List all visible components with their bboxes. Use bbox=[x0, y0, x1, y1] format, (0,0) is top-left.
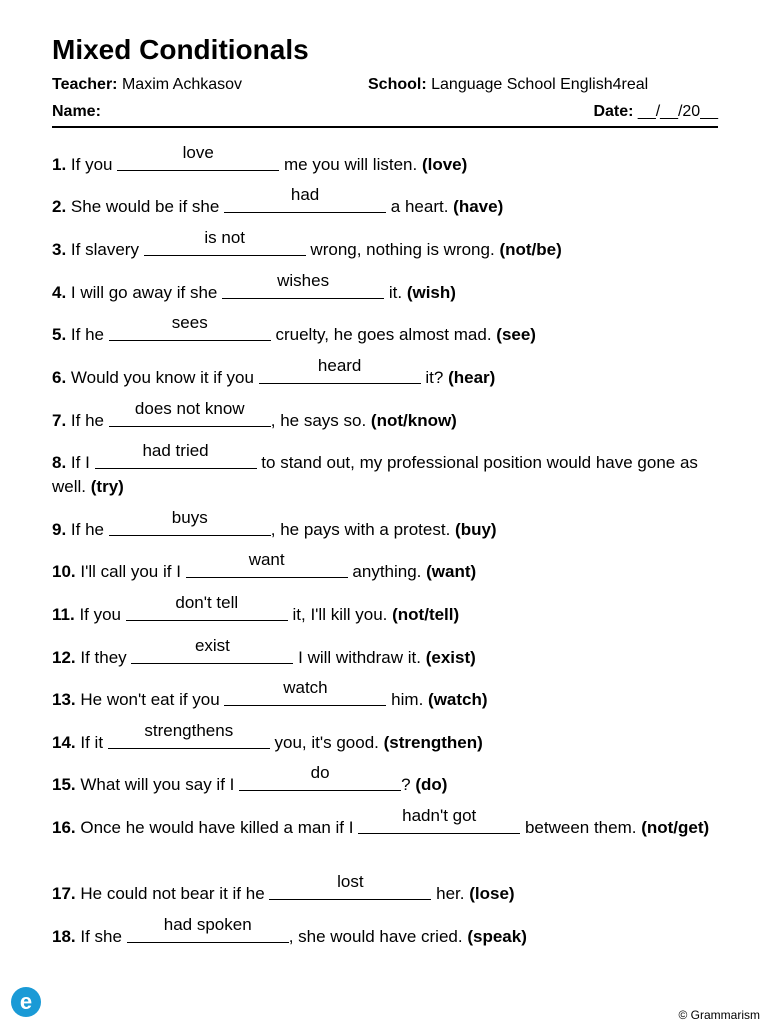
answer-text: had bbox=[290, 185, 320, 204]
verb-hint: (try) bbox=[90, 477, 124, 496]
question-text-before: If they bbox=[80, 648, 127, 667]
question-number: 14. bbox=[52, 733, 76, 752]
verb-hint: (do) bbox=[415, 775, 448, 794]
question-number: 13. bbox=[52, 690, 76, 709]
question-3 bbox=[52, 228, 732, 262]
date-line bbox=[593, 103, 718, 121]
question-18 bbox=[52, 915, 732, 949]
question-text-after: it, I'll kill you. bbox=[292, 605, 388, 624]
verb-hint: (not/tell) bbox=[392, 605, 460, 624]
verb-hint: (see) bbox=[496, 325, 536, 344]
answer-blank[interactable] bbox=[259, 356, 421, 383]
answer-blank[interactable] bbox=[95, 441, 257, 468]
question-number: 2. bbox=[52, 197, 67, 216]
question-text-after: I will withdraw it. bbox=[298, 648, 421, 667]
verb-hint: (speak) bbox=[467, 927, 527, 946]
question-text-before: If I bbox=[70, 453, 90, 472]
question-text-before: I'll call you if I bbox=[80, 562, 181, 581]
logo-letter: e bbox=[19, 989, 33, 1014]
question-text-before: If he bbox=[70, 520, 105, 539]
question-4 bbox=[52, 271, 732, 305]
question-text-after: between them. bbox=[524, 818, 637, 837]
answer-text: watch bbox=[283, 678, 328, 697]
question-7 bbox=[52, 399, 732, 433]
answer-blank[interactable] bbox=[117, 143, 279, 170]
school-line bbox=[368, 76, 648, 94]
question-text-after: , she would have cried. bbox=[288, 927, 463, 946]
question-9 bbox=[52, 508, 732, 542]
question-14 bbox=[52, 721, 732, 755]
question-text-before: If you bbox=[70, 155, 113, 174]
question-text-after: ? bbox=[401, 775, 411, 794]
verb-hint: (not/get) bbox=[641, 818, 710, 837]
answer-text: is not bbox=[204, 228, 245, 247]
answer-blank[interactable] bbox=[109, 313, 271, 340]
answer-blank[interactable] bbox=[126, 593, 288, 620]
question-number: 7. bbox=[52, 411, 67, 430]
answer-blank[interactable] bbox=[186, 550, 348, 577]
question-text-before: If slavery bbox=[70, 240, 139, 259]
question-text-before: If he bbox=[70, 411, 105, 430]
verb-hint: (not/be) bbox=[499, 240, 562, 259]
verb-hint: (hear) bbox=[448, 368, 496, 387]
answer-text: sees bbox=[171, 313, 208, 332]
question-number: 11. bbox=[52, 605, 75, 624]
question-5 bbox=[52, 313, 732, 347]
question-text-before: He won't eat if you bbox=[80, 690, 220, 709]
school-label: School: bbox=[368, 76, 427, 93]
question-number: 3. bbox=[52, 240, 67, 259]
question-16 bbox=[52, 806, 712, 840]
name-label: Name: bbox=[52, 103, 101, 120]
question-number: 18. bbox=[52, 927, 76, 946]
verb-hint: (love) bbox=[421, 155, 468, 174]
answer-text: heard bbox=[317, 356, 362, 375]
question-text-before: I will go away if she bbox=[70, 283, 218, 302]
question-text-before: She would be if she bbox=[70, 197, 220, 216]
question-number: 12. bbox=[52, 648, 76, 667]
verb-hint: (strengthen) bbox=[383, 733, 483, 752]
answer-text: strengthens bbox=[144, 721, 234, 740]
question-text-after: , he says so. bbox=[270, 411, 367, 430]
question-text-after: her. bbox=[436, 884, 465, 903]
answer-blank[interactable] bbox=[109, 399, 271, 426]
question-text-after: to stand out, my professional position would have gone as well. bbox=[52, 453, 698, 496]
answer-blank[interactable] bbox=[108, 721, 270, 748]
answer-text: wishes bbox=[277, 271, 330, 290]
question-text-after: anything. bbox=[352, 562, 422, 581]
question-text-before: If it bbox=[80, 733, 104, 752]
answer-blank[interactable] bbox=[358, 806, 520, 833]
question-text-after: you, it's good. bbox=[274, 733, 379, 752]
question-8 bbox=[52, 441, 712, 499]
question-text-after: a heart. bbox=[390, 197, 449, 216]
answer-text: hadn't got bbox=[402, 806, 477, 825]
date-label: Date: bbox=[593, 103, 634, 120]
school-name: Language School English4real bbox=[431, 76, 649, 93]
teacher-name: Maxim Achkasov bbox=[121, 76, 243, 93]
answer-text: had tried bbox=[142, 441, 209, 460]
answer-text: don't tell bbox=[175, 593, 239, 612]
question-12 bbox=[52, 636, 732, 670]
question-text-before: Would you know it if you bbox=[70, 368, 254, 387]
teacher-label: Teacher: bbox=[52, 76, 118, 93]
answer-text: does not know bbox=[134, 399, 245, 418]
question-text-before: Once he would have killed a man if I bbox=[80, 818, 354, 837]
answer-blank[interactable] bbox=[127, 915, 289, 942]
question-number: 1. bbox=[52, 155, 67, 174]
question-number: 16. bbox=[52, 818, 76, 837]
answer-blank[interactable] bbox=[239, 763, 401, 790]
answer-text: exist bbox=[194, 636, 230, 655]
verb-hint: (wish) bbox=[406, 283, 456, 302]
verb-hint: (lose) bbox=[469, 884, 515, 903]
answer-text: had spoken bbox=[163, 915, 252, 934]
verb-hint: (want) bbox=[426, 562, 477, 581]
answer-blank[interactable] bbox=[144, 228, 306, 255]
question-number: 6. bbox=[52, 368, 67, 387]
question-text-before: If you bbox=[79, 605, 122, 624]
question-text-after: him. bbox=[391, 690, 424, 709]
verb-hint: (not/know) bbox=[370, 411, 457, 430]
copyright-text: © Grammarism bbox=[678, 1008, 760, 1022]
question-text-after: , he pays with a protest. bbox=[270, 520, 451, 539]
question-text-after: cruelty, he goes almost mad. bbox=[275, 325, 492, 344]
answer-text: love bbox=[182, 143, 214, 162]
verb-hint: (have) bbox=[453, 197, 504, 216]
answer-blank[interactable] bbox=[269, 872, 431, 899]
question-text-after: me you will listen. bbox=[283, 155, 418, 174]
question-number: 5. bbox=[52, 325, 67, 344]
question-text-after: wrong, nothing is wrong. bbox=[310, 240, 495, 259]
question-10 bbox=[52, 550, 732, 584]
verb-hint: (buy) bbox=[455, 520, 497, 539]
answer-text: lost bbox=[337, 872, 364, 891]
answer-blank[interactable] bbox=[109, 508, 271, 535]
question-text-before: If he bbox=[70, 325, 105, 344]
answer-blank[interactable] bbox=[222, 271, 384, 298]
grammarism-logo-icon bbox=[10, 986, 42, 1018]
name-line bbox=[52, 103, 101, 121]
date-value: __/__/20__ bbox=[637, 103, 718, 120]
question-13 bbox=[52, 678, 732, 712]
question-15 bbox=[52, 763, 732, 797]
question-text-before: If she bbox=[80, 927, 122, 946]
question-number: 17. bbox=[52, 884, 76, 903]
question-1 bbox=[52, 143, 732, 177]
teacher-line bbox=[52, 76, 242, 94]
verb-hint: (exist) bbox=[425, 648, 476, 667]
question-number: 9. bbox=[52, 520, 67, 539]
question-text-after: it. bbox=[388, 283, 403, 302]
page-title: Mixed Conditionals bbox=[52, 34, 309, 65]
header-divider bbox=[52, 126, 718, 128]
question-text-after: it? bbox=[425, 368, 444, 387]
question-text-before: He could not bear it if he bbox=[80, 884, 265, 903]
question-text-before: What will you say if I bbox=[80, 775, 235, 794]
question-number: 4. bbox=[52, 283, 67, 302]
answer-text: want bbox=[248, 550, 285, 569]
question-11 bbox=[52, 593, 732, 627]
answer-blank[interactable] bbox=[224, 185, 386, 212]
answer-text: buys bbox=[171, 508, 208, 527]
question-6 bbox=[52, 356, 732, 390]
answer-blank[interactable] bbox=[131, 636, 293, 663]
question-17 bbox=[52, 872, 732, 906]
answer-text: do bbox=[310, 763, 330, 782]
verb-hint: (watch) bbox=[428, 690, 488, 709]
question-number: 15. bbox=[52, 775, 76, 794]
question-number: 8. bbox=[52, 453, 67, 472]
answer-blank[interactable] bbox=[224, 678, 386, 705]
question-2 bbox=[52, 185, 732, 219]
question-number: 10. bbox=[52, 562, 76, 581]
